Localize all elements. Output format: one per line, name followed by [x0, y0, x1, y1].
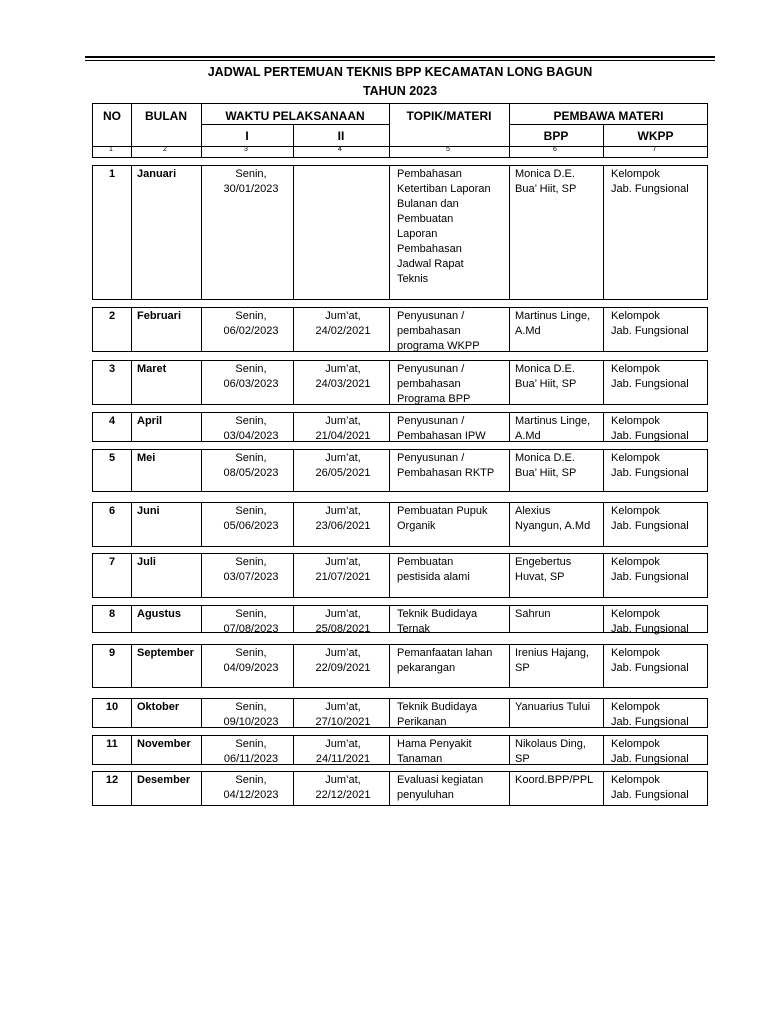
header-waktu: WAKTU PELAKSANAAN: [225, 109, 365, 123]
cell-divider: [509, 645, 510, 687]
cell-line: 06/02/2023: [223, 325, 279, 337]
cell-line: Kelompok: [611, 452, 660, 464]
cell-divider: [131, 361, 132, 404]
cell-no: 4: [108, 415, 116, 427]
cell-wkpp: [611, 772, 709, 803]
cell-line: Senin,: [235, 738, 267, 750]
cell-line: Koord.BPP/PPL: [515, 774, 594, 786]
cell-waktu-2: [293, 606, 393, 637]
cell-line: 04/12/2023: [223, 789, 279, 801]
cell-line: Kelompok: [611, 415, 660, 427]
cell-line: Jum’at,: [325, 363, 361, 375]
table-row: [92, 165, 708, 300]
cell-line: Kelompok: [611, 774, 660, 786]
cell-line: Senin,: [235, 647, 267, 659]
cell-bulan: November: [137, 738, 191, 750]
cell-waktu-1: [201, 606, 301, 637]
header-wkpp: WKPP: [637, 129, 674, 143]
cell-line: 05/06/2023: [223, 520, 279, 532]
cell-bpp: [515, 166, 607, 197]
document-title: JADWAL PERTEMUAN TEKNIS BPP KECAMATAN LONG BAGUN: [207, 65, 593, 79]
cell-line: Monica D.E.: [515, 363, 575, 375]
cell-waktu-2: [293, 554, 393, 585]
cell-line: Senin,: [235, 310, 267, 322]
table-row: [92, 449, 708, 492]
header-no: NO: [103, 109, 121, 123]
cell-waktu-1: [201, 699, 301, 730]
cell-line: penyuluhan: [397, 789, 454, 801]
cell-waktu-1: [201, 645, 301, 676]
cell-wkpp: [611, 645, 709, 676]
cell-wkpp: [611, 166, 709, 197]
cell-waktu-2: [293, 699, 393, 730]
cell-bulan: April: [137, 415, 163, 427]
cell-line: pembahasan: [397, 378, 461, 390]
cell-line: Teknik Budidaya: [397, 701, 478, 713]
cell-line: Kelompok: [611, 556, 660, 568]
cell-line: 30/01/2023: [223, 183, 279, 195]
cell-line: Engebertus: [515, 556, 572, 568]
cell-line: 26/05/2021: [315, 467, 371, 479]
cell-line: Kelompok: [611, 310, 660, 322]
cell-line: Jum’at,: [325, 310, 361, 322]
cell-topik: [397, 606, 509, 637]
header-bulan: BULAN: [145, 109, 187, 123]
cell-line: Senin,: [235, 774, 267, 786]
cell-line: Huvat, SP: [515, 571, 565, 583]
cell-line: Jab. Fungsional: [611, 716, 689, 728]
cell-line: Sahrun: [515, 608, 551, 620]
cell-line: Jab. Fungsional: [611, 520, 689, 532]
cell-line: Pembahasan RKTP: [397, 467, 495, 479]
col-number: 3: [244, 146, 248, 153]
cell-line: Jab. Fungsional: [611, 753, 689, 765]
cell-wkpp: [611, 736, 709, 767]
cell-line: Jum’at,: [325, 701, 361, 713]
table-row: [92, 412, 708, 442]
table-row: [92, 360, 708, 405]
cell-line: Monica D.E.: [515, 452, 575, 464]
header-waktu-1: I: [245, 129, 249, 143]
cell-line: Kelompok: [611, 168, 660, 180]
cell-line: Bua’ Hiit, SP: [515, 467, 577, 479]
cell-line: Jum’at,: [325, 608, 361, 620]
cell-divider: [509, 554, 510, 597]
table-row: [92, 644, 708, 688]
cell-line: 08/05/2023: [223, 467, 279, 479]
cell-no: 9: [108, 647, 116, 659]
cell-bpp: [515, 450, 607, 481]
cell-line: pekarangan: [397, 662, 456, 674]
cell-topik: [397, 554, 509, 585]
cell-waktu-1: [201, 554, 301, 585]
cell-line: Nikolaus Ding,: [515, 738, 586, 750]
cell-line: Senin,: [235, 608, 267, 620]
cell-divider: [389, 166, 390, 299]
cell-wkpp: [611, 554, 709, 585]
cell-waktu-2: [293, 361, 393, 392]
cell-divider: [131, 166, 132, 299]
cell-no: 12: [105, 774, 119, 786]
cell-divider: [509, 736, 510, 764]
cell-waktu-1: [201, 413, 301, 444]
cell-bulan: Oktober: [137, 701, 180, 713]
cell-no: 3: [108, 363, 116, 375]
cell-bpp: [515, 413, 607, 444]
cell-divider: [131, 606, 132, 632]
cell-line: 21/07/2021: [315, 571, 371, 583]
cell-wkpp: [611, 308, 709, 339]
cell-line: Teknis: [397, 273, 429, 285]
cell-waktu-1: [201, 308, 301, 339]
cell-line: Kelompok: [611, 505, 660, 517]
table-row: [92, 307, 708, 352]
cell-line: Pembuatan: [397, 213, 454, 225]
cell-line: Penyusunan /: [397, 452, 465, 464]
cell-bpp: [515, 645, 607, 676]
cell-line: Penyusunan /: [397, 415, 465, 427]
table-row: [92, 771, 708, 806]
cell-line: 22/12/2021: [315, 789, 371, 801]
cell-line: Senin,: [235, 505, 267, 517]
cell-line: pembahasan: [397, 325, 461, 337]
cell-waktu-1: [201, 503, 301, 534]
cell-bpp: [515, 361, 607, 392]
cell-line: Kelompok: [611, 647, 660, 659]
cell-divider: [509, 166, 510, 299]
cell-line: Jum’at,: [325, 556, 361, 568]
cell-line: Jum’at,: [325, 415, 361, 427]
header-pembawa: PEMBAWA MATERI: [553, 109, 664, 123]
col-number: 7: [652, 146, 657, 153]
cell-divider: [131, 503, 132, 546]
cell-line: Pembahasan: [397, 243, 462, 255]
cell-line: Monica D.E.: [515, 168, 575, 180]
cell-divider: [131, 772, 132, 805]
cell-waktu-2: [293, 645, 393, 676]
cell-line: Jab. Fungsional: [611, 623, 689, 635]
cell-line: Bua’ Hiit, SP: [515, 378, 577, 390]
cell-line: 21/04/2021: [315, 430, 371, 442]
top-rule: [85, 56, 715, 58]
cell-waktu-2: [293, 166, 393, 167]
cell-bulan: Maret: [137, 363, 167, 375]
cell-wkpp: [611, 699, 709, 730]
cell-line: Pembuatan: [397, 556, 454, 568]
cell-divider: [131, 645, 132, 687]
cell-line: Jab. Fungsional: [611, 378, 689, 390]
cell-line: 04/09/2023: [223, 662, 279, 674]
cell-line: Tanaman: [397, 753, 443, 765]
cell-line: Jadwal Rapat: [397, 258, 464, 270]
cell-divider: [509, 699, 510, 727]
cell-bulan: Desember: [137, 774, 191, 786]
cell-line: Jab. Fungsional: [611, 571, 689, 583]
cell-line: Jum’at,: [325, 738, 361, 750]
cell-topik: [397, 736, 509, 767]
cell-no: 11: [106, 738, 118, 750]
cell-line: Martinus Linge,: [515, 415, 591, 427]
table-row: [92, 698, 708, 728]
cell-line: 06/03/2023: [223, 378, 279, 390]
cell-wkpp: [611, 503, 709, 534]
cell-line: A.Md: [515, 325, 541, 337]
cell-line: Martinus Linge,: [515, 310, 591, 322]
cell-no: 2: [108, 310, 116, 322]
cell-bpp: [515, 606, 607, 622]
cell-line: Senin,: [235, 415, 267, 427]
cell-divider: [509, 361, 510, 404]
cell-topik: [397, 699, 509, 730]
cell-bulan: Agustus: [137, 608, 181, 620]
cell-line: Kelompok: [611, 701, 660, 713]
table-row: [92, 735, 708, 765]
cell-line: Jum’at,: [325, 647, 361, 659]
cell-line: Jum’at,: [325, 452, 361, 464]
cell-line: 23/06/2021: [315, 520, 371, 532]
cell-line: 25/08/2021: [315, 623, 371, 635]
cell-line: Pembuatan Pupuk: [397, 505, 488, 517]
table-row: [92, 605, 708, 633]
cell-waktu-2: [293, 450, 393, 481]
cell-divider: [131, 308, 132, 351]
cell-line: SP: [515, 753, 530, 765]
cell-waktu-2: [293, 503, 393, 534]
cell-line: Programa BPP: [397, 393, 471, 405]
cell-line: 24/11/2021: [315, 753, 371, 765]
cell-topik: [397, 503, 509, 534]
cell-bulan: Juni: [137, 505, 160, 517]
cell-line: Perikanan: [397, 716, 447, 728]
cell-waktu-1: [201, 450, 301, 481]
cell-topik: [397, 361, 509, 407]
cell-line: Teknik Budidaya: [397, 608, 478, 620]
cell-waktu-1: [201, 772, 301, 803]
cell-divider: [131, 413, 132, 441]
cell-waktu-1: [201, 736, 301, 767]
cell-bulan: Januari: [137, 168, 177, 180]
cell-line: Jab. Fungsional: [611, 467, 689, 479]
cell-line: Jab. Fungsional: [611, 325, 689, 337]
cell-line: Irenius Hajang,: [515, 647, 589, 659]
cell-divider: [131, 699, 132, 727]
cell-line: Pembahasan IPW: [397, 430, 486, 442]
cell-topik: [397, 450, 509, 481]
cell-line: Kelompok: [611, 608, 660, 620]
cell-line: Senin,: [235, 363, 267, 375]
cell-line: Bulanan dan: [397, 198, 459, 210]
cell-bpp: [515, 699, 607, 715]
top-rule-thin: [85, 60, 715, 61]
cell-divider: [131, 736, 132, 764]
cell-topik: [397, 166, 509, 287]
cell-no: 1: [108, 168, 116, 180]
cell-bpp: [515, 503, 607, 534]
cell-wkpp: [611, 361, 709, 392]
cell-waktu-2: [293, 413, 393, 444]
cell-line: 07/08/2023: [223, 623, 279, 635]
cell-bulan: Mei: [137, 452, 156, 464]
cell-line: Senin,: [235, 452, 267, 464]
cell-bulan: Februari: [137, 310, 182, 322]
cell-wkpp: [611, 450, 709, 481]
cell-no: 5: [108, 452, 116, 464]
cell-line: Kelompok: [611, 738, 660, 750]
document-year: TAHUN 2023: [362, 84, 438, 98]
cell-line: Penyusunan /: [397, 363, 465, 375]
cell-line: 24/02/2021: [315, 325, 371, 337]
cell-line: 22/09/2021: [315, 662, 371, 674]
cell-line: Hama Penyakit: [397, 738, 472, 750]
cell-no: 6: [108, 505, 116, 517]
cell-line: Pemanfaatan lahan: [397, 647, 493, 659]
cell-line: Jum’at,: [325, 505, 361, 517]
cell-divider: [509, 308, 510, 351]
cell-divider: [131, 450, 132, 491]
cell-line: Jab. Fungsional: [611, 662, 689, 674]
header-topik: TOPIK/MATERI: [406, 109, 492, 123]
cell-topik: [397, 413, 509, 444]
cell-line: Jum’at,: [325, 774, 361, 786]
cell-divider: [509, 606, 510, 632]
cell-divider: [131, 554, 132, 597]
cell-no: 7: [108, 556, 116, 568]
cell-bulan: Juli: [137, 556, 156, 568]
cell-line: Evaluasi kegiatan: [397, 774, 484, 786]
cell-line: Yanuarius Tului: [515, 701, 591, 713]
cell-line: SP: [515, 662, 530, 674]
cell-waktu-1: [201, 361, 301, 392]
cell-divider: [509, 772, 510, 805]
cell-wkpp: [611, 606, 709, 637]
cell-waktu-2: [293, 308, 393, 339]
cell-no: 10: [105, 701, 119, 713]
cell-line: Bua’ Hiit, SP: [515, 183, 577, 195]
cell-topik: [397, 308, 509, 354]
cell-bpp: [515, 736, 607, 767]
cell-line: 06/11/2023: [223, 753, 279, 765]
col-number: 1: [109, 146, 113, 153]
cell-line: programa WKPP: [397, 340, 480, 352]
cell-bpp: [515, 308, 607, 339]
cell-topik: [397, 645, 509, 676]
col-number: 5: [446, 146, 450, 153]
cell-divider: [509, 450, 510, 491]
cell-line: Nyangun, A.Md: [515, 520, 591, 532]
cell-line: Ternak: [397, 623, 431, 635]
cell-waktu-2: [293, 736, 393, 767]
cell-line: 03/04/2023: [223, 430, 279, 442]
cell-line: A.Md: [515, 430, 541, 442]
col-number: 2: [163, 146, 167, 153]
table-row: [92, 502, 708, 547]
cell-line: Ketertiban Laporan: [397, 183, 491, 195]
cell-line: Senin,: [235, 168, 267, 180]
cell-bpp: [515, 554, 607, 585]
cell-line: Laporan: [397, 228, 438, 240]
cell-topik: [397, 772, 509, 803]
col-number: 4: [338, 146, 342, 153]
cell-line: 09/10/2023: [223, 716, 279, 728]
header-waktu-2: II: [337, 129, 345, 143]
cell-line: Penyusunan /: [397, 310, 465, 322]
col-number: 6: [553, 146, 557, 153]
header-bpp: BPP: [543, 129, 569, 143]
cell-divider: [509, 413, 510, 441]
cell-bulan: September: [137, 647, 194, 659]
cell-line: Pembahasan: [397, 168, 462, 180]
table-row: [92, 553, 708, 598]
cell-line: Organik: [397, 520, 436, 532]
cell-wkpp: [611, 413, 709, 444]
cell-line: Senin,: [235, 556, 267, 568]
cell-bpp: [515, 772, 607, 788]
cell-line: Jab. Fungsional: [611, 430, 689, 442]
cell-line: Senin,: [235, 701, 267, 713]
cell-line: 24/03/2021: [315, 378, 371, 390]
cell-line: 27/10/2021: [315, 716, 371, 728]
cell-waktu-2: [293, 772, 393, 803]
cell-line: Jab. Fungsional: [611, 789, 689, 801]
cell-line: Jab. Fungsional: [611, 183, 689, 195]
cell-waktu-1: [201, 166, 301, 197]
cell-line: Alexius: [515, 505, 551, 517]
cell-no: 8: [108, 608, 116, 620]
cell-line: pestisida alami: [397, 571, 470, 583]
cell-line: Kelompok: [611, 363, 660, 375]
cell-divider: [509, 503, 510, 546]
cell-line: 03/07/2023: [223, 571, 279, 583]
